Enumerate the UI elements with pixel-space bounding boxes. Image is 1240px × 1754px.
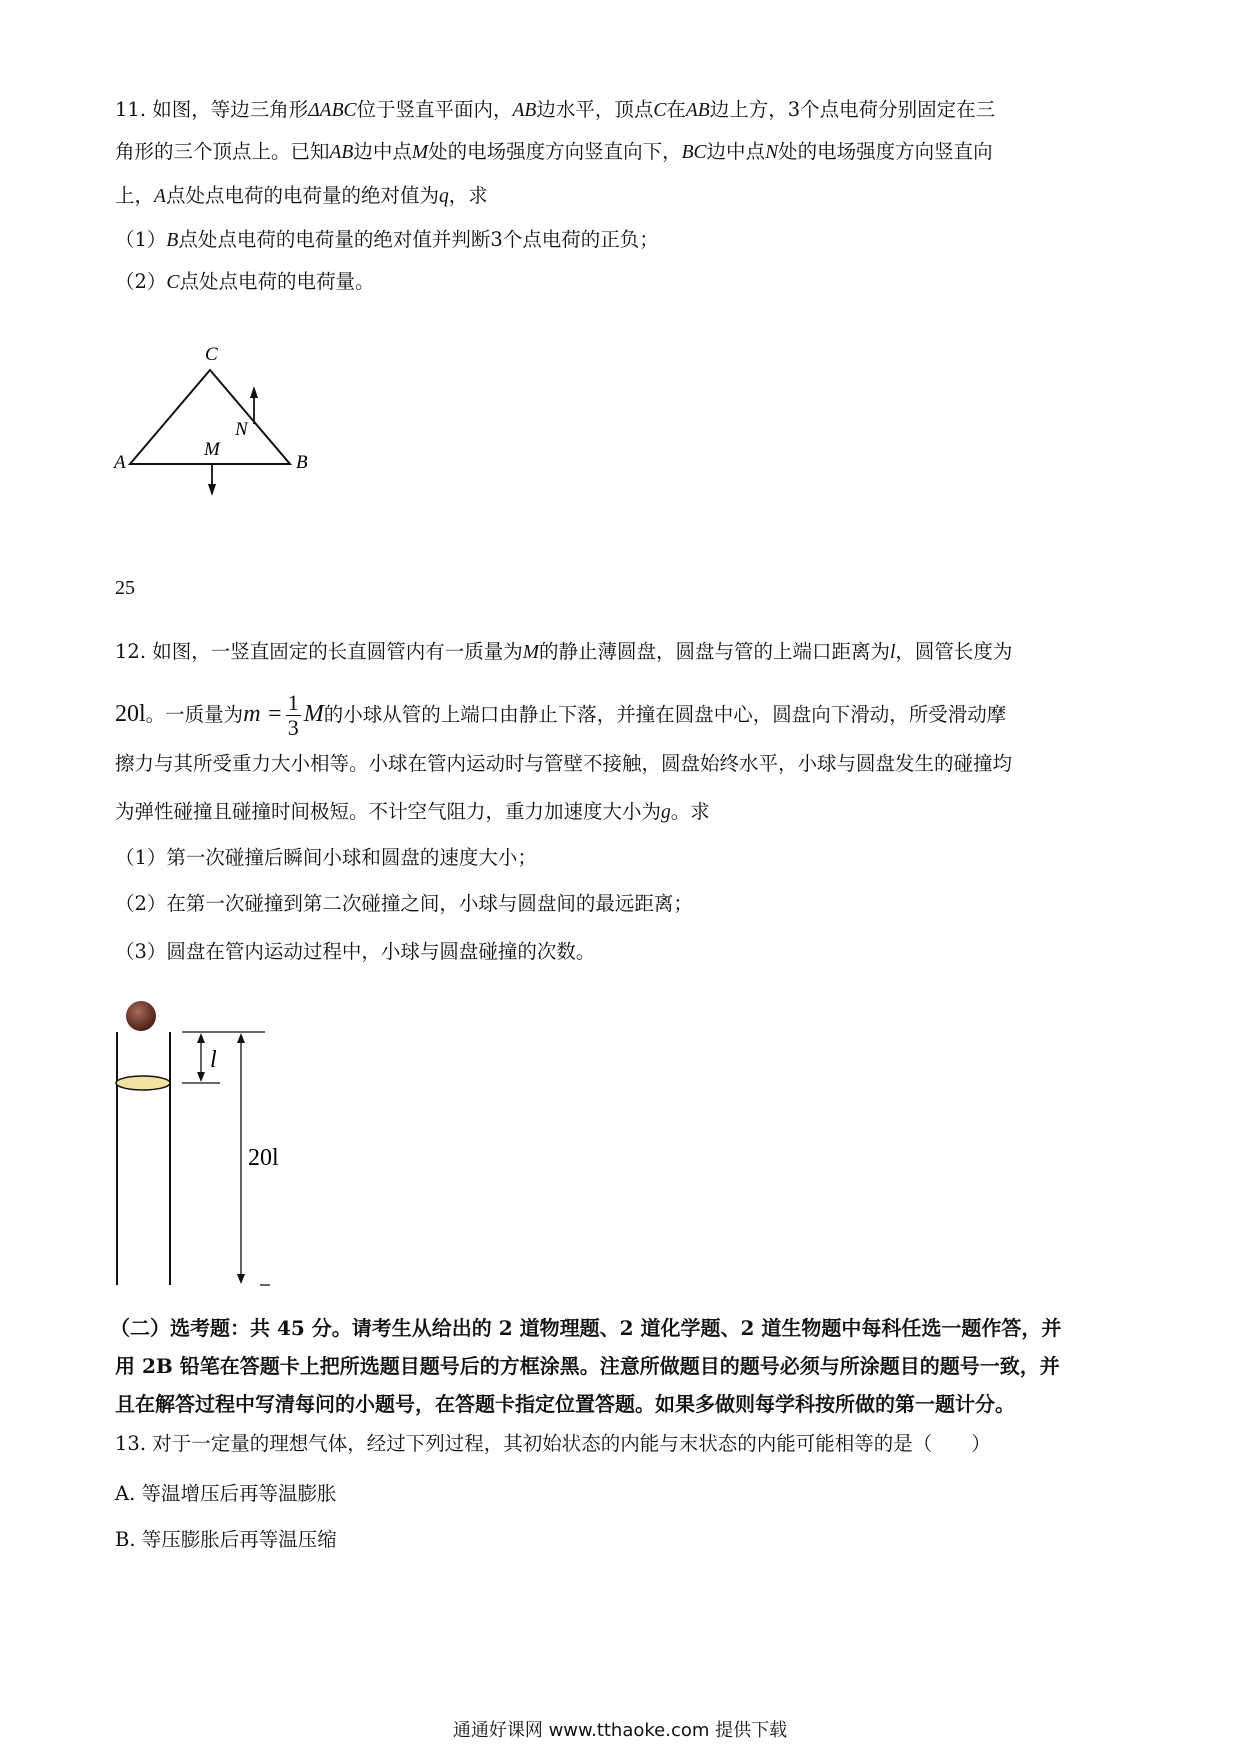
- section2-line1: （二）选考题：共 45 分。请考生从给出的 2 道物理题、2 道化学题、2 道生物题中每科任选一题作答，并: [110, 1316, 1062, 1340]
- disk: [116, 1076, 170, 1090]
- dim-20l-arrow-head-down: [237, 1274, 245, 1284]
- q12-sub1: （1）第一次碰撞后瞬间小球和圆盘的速度大小；: [115, 846, 537, 869]
- q11-sub1: （1）B点处点电荷的电荷量的绝对值并判断3个点电荷的正负；: [115, 228, 659, 251]
- page-number-25: 25: [115, 577, 135, 599]
- section2-line2: 用 2B 铅笔在答题卡上把所选题目题号后的方框涂黑。注意所做题目的题号必须与所涂题目的题号一致，并: [115, 1354, 1060, 1378]
- q12-line1: 12. 如图，一竖直固定的长直圆管内有一质量为M的静止薄圆盘，圆盘与管的上端口距离为l，圆管长度为: [115, 640, 1013, 663]
- arrow-m-head: [208, 484, 216, 496]
- q11-line3: 上，A点处点电荷的电荷量的绝对值为q，求: [115, 184, 488, 207]
- dim-l-arrow-head-down: [197, 1072, 205, 1082]
- q12-line2: 20l。一质量为m = $\frac{1}{3}$ M的小球从管的上端口由静止下落，并撞在圆盘中心，圆盘向下滑动，所受滑动摩: [115, 690, 1007, 740]
- ball: [126, 1001, 156, 1031]
- label-b: B: [296, 452, 308, 473]
- q12-line4: 为弹性碰撞且碰撞时间极短。不计空气阻力，重力加速度大小为g。求: [115, 800, 710, 823]
- q13-option-a: A. 等温增压后再等温膨胀: [115, 1482, 337, 1505]
- tube-figure: [100, 995, 340, 1295]
- section2-line3: 且在解答过程中写清每问的小题号，在答题卡指定位置答题。如果多做则每学科按所做的第一题计分。: [115, 1392, 1015, 1416]
- label-a: A: [114, 452, 126, 473]
- q12-sub2: （2）在第一次碰撞到第二次碰撞之间，小球与圆盘间的最远距离；: [115, 892, 693, 915]
- arrow-n-head: [250, 386, 258, 398]
- dim-l-arrow-head-up: [197, 1033, 205, 1043]
- label-n: N: [235, 419, 248, 440]
- label-m: M: [204, 439, 220, 460]
- q11-line2: 角形的三个顶点上。已知AB边中点M处的电场强度方向竖直向下，BC边中点N处的电场强度方向竖直向: [115, 140, 993, 163]
- q12-line3: 擦力与其所受重力大小相等。小球在管内运动时与管壁不接触，圆盘始终水平，小球与圆盘发生的碰撞均: [115, 752, 1013, 775]
- label-l: l: [210, 1047, 217, 1073]
- q11-line1: 11. 如图，等边三角形ΔABC位于竖直平面内，AB边水平，顶点C在AB边上方，3个点电荷分别固定在三: [115, 98, 996, 121]
- q12-sub3: （3）圆盘在管内运动过程中，小球与圆盘碰撞的次数。: [115, 940, 596, 963]
- label-c: C: [205, 344, 218, 365]
- length-20l: 20l: [115, 701, 146, 727]
- triangle-figure: [100, 340, 330, 560]
- q13-option-b: B. 等压膨胀后再等温压缩: [115, 1528, 337, 1551]
- label-20l: 20l: [248, 1145, 279, 1171]
- q11-sub2: （2）C点处点电荷的电荷量。: [115, 270, 375, 293]
- q13-stem: 13. 对于一定量的理想气体，经过下列过程，其初始状态的内能与末状态的内能可能相等的是（ ）: [115, 1432, 991, 1455]
- footer-watermark: 通通好课网 www.tthaoke.com 提供下载: [452, 1720, 788, 1741]
- fraction-one-third: $\frac{1}{3}$: [287, 690, 299, 740]
- dim-20l-arrow-head-up: [237, 1033, 245, 1043]
